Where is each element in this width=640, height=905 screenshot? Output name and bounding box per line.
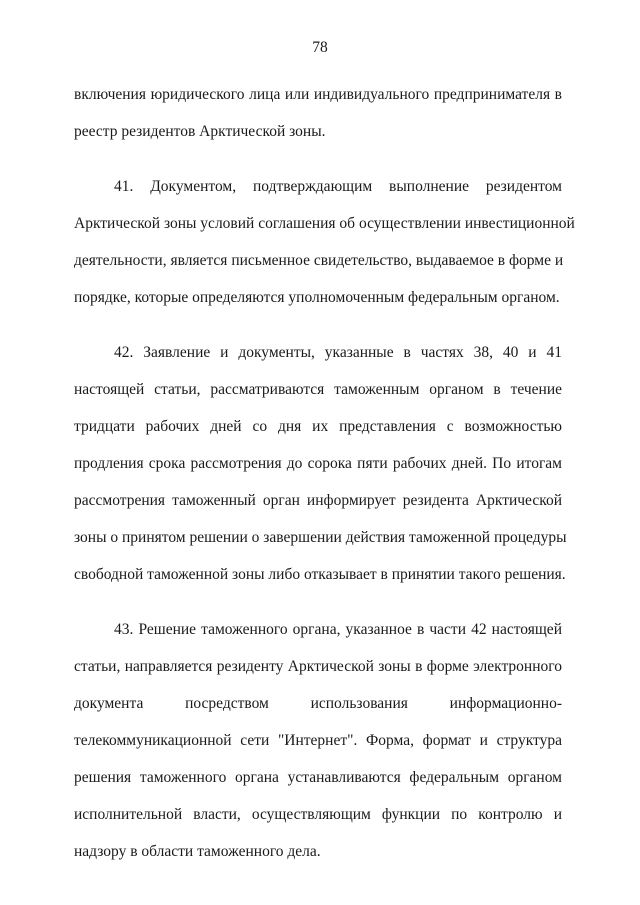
paragraph-continuation [74, 76, 562, 150]
text-line: 41. Документом, подтверждающим выполнение резидентом [114, 178, 562, 195]
paragraph-41 [74, 168, 575, 316]
text-line: рассмотрения таможенный орган информирует резидента Арктической [74, 492, 562, 509]
text-line: тридцати рабочих дней со дня их представления с возможностью [74, 418, 562, 435]
text-line: свободной таможенной зоны либо отказывает в принятии такого решения. [74, 566, 566, 583]
text-line: телекоммуникационной сети "Интернет". Форма, формат и структура [74, 732, 562, 749]
text-line: порядке, которые определяются уполномоченным федеральным органом. [74, 289, 560, 306]
page-number: 78 [312, 39, 328, 56]
text-line: настоящей статьи, рассматриваются таможенным органом в течение [74, 381, 562, 398]
text-line: 43. Решение таможенного органа, указанное в части 42 настоящей [114, 621, 562, 638]
text-line: деятельности, является письменное свидетельство, выдаваемое в форме и [74, 252, 564, 269]
text-line: документа посредством использования информационно- [74, 695, 562, 712]
text-line: зоны о принятом решении о завершении действия таможенной процедуры [74, 529, 567, 546]
document-body [74, 76, 575, 888]
text-line: Арктической зоны условий соглашения об осуществлении инвестиционной [74, 215, 575, 232]
paragraph-43 [74, 611, 562, 870]
text-line: реестр резидентов Арктической зоны. [74, 123, 326, 140]
text-line: включения юридического лица или индивидуального предпринимателя в [74, 86, 562, 103]
text-line: исполнительной власти, осуществляющим функции по контролю и [74, 806, 562, 823]
text-line: надзору в области таможенного дела. [74, 843, 321, 860]
paragraph-42 [74, 334, 567, 593]
text-line: статьи, направляется резиденту Арктической зоны в форме электронного [74, 658, 562, 675]
text-line: продления срока рассмотрения до сорока пяти рабочих дней. По итогам [74, 455, 562, 472]
text-line: решения таможенного органа устанавливаются федеральным органом [74, 769, 562, 786]
text-line: 42. Заявление и документы, указанные в частях 38, 40 и 41 [114, 344, 562, 361]
